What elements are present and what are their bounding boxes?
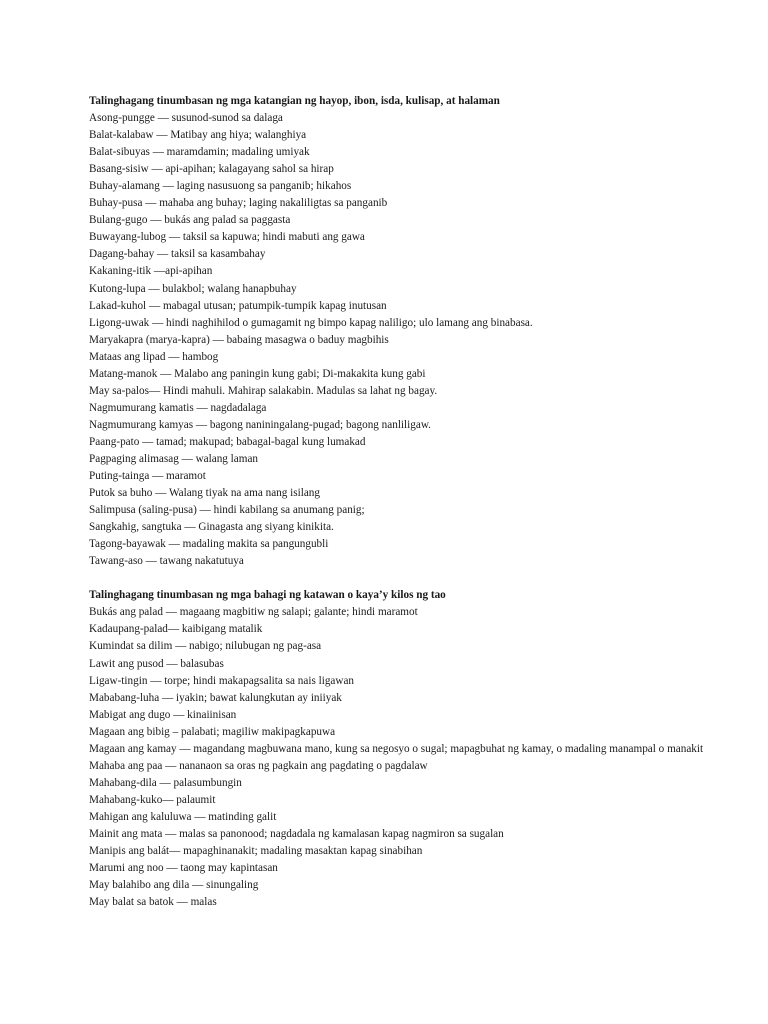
list-item: Basang-sisiw — api-apihan; kalagayang sahol sa hirap [89, 163, 334, 176]
list-item: Tawang-aso — tawang nakatutuya [89, 555, 244, 568]
list-item: Magaan ang kamay — magandang magbuwana mano, kung sa negosyo o sugal; mapagbuhat ng kamay, o madaling manampal o manakit [89, 742, 704, 755]
list-item: Mabigat ang dugo — kinaiinisan [89, 708, 237, 721]
list-item: Manipis ang balát— mapaghinanakit; madaling masaktan kapag sinabihan [89, 845, 423, 858]
section-heading: Talinghagang tinumbasan ng mga bahagi ng katawan o kaya’y kilos ng tao [89, 589, 446, 602]
list-item: Marumi ang noo — taong may kapintasan [89, 862, 278, 875]
list-item: Bulang-gugo — bukás ang palad sa paggasta [89, 214, 291, 227]
list-item: Mataas ang lipad — hambog [89, 350, 219, 363]
list-item: Mahabang-dila — palasumbungin [89, 776, 242, 789]
list-item: Buhay-alamang — laging nasusuong sa panganib; hikahos [89, 180, 352, 193]
list-item: Balat-sibuyas — maramdamin; madaling umiyak [89, 146, 310, 159]
list-item: Nagmumurang kamyas — bagong naniningalang-pugad; bagong nanliligaw. [89, 418, 431, 431]
list-item: Salimpusa (saling-pusa) — hindi kabilang sa anumang panig; [89, 504, 365, 517]
list-item: Balat-kalabaw — Matibay ang hiya; walanghiya [89, 129, 307, 142]
list-item: Asong-pungge — susunod-sunod sa dalaga [89, 112, 283, 125]
list-item: Paang-pato — tamad; makupad; babagal-bagal kung lumakad [89, 435, 366, 448]
section-body-idioms [89, 587, 749, 911]
list-item: May sa-palos— Hindi mahuli. Mahirap salakabin. Madulas sa lahat ng bagay. [89, 384, 438, 397]
document-page [89, 93, 749, 911]
list-item: Maryakapra (marya-kapra) — babaing masagwa o baduy magbihis [89, 333, 389, 346]
list-item: Ligong-uwak — hindi naghihilod o gumagamit ng bimpo kapag naliligo; ulo lamang ang binabasa. [89, 316, 533, 329]
list-item: May balat sa batok — malas [89, 896, 217, 909]
list-item: Magaan ang bibig – palabati; magiliw makipagkapuwa [89, 725, 336, 738]
list-item: Mababang-luha — iyakin; bawat kalungkutan ay iniiyak [89, 691, 342, 704]
list-item: Ligaw-tingin — torpe; hindi makapagsalita sa nais ligawan [89, 674, 355, 687]
list-item: Nagmumurang kamatis — nagdadalaga [89, 401, 267, 414]
list-item: Pagpaging alimasag — walang laman [89, 452, 259, 465]
list-item: Putok sa buho — Walang tiyak na ama nang isilang [89, 487, 320, 500]
section-heading: Talinghagang tinumbasan ng mga katangian ng hayop, ibon, isda, kulisap, at halaman [89, 95, 500, 107]
list-item: Mainit ang mata — malas sa panonood; nagdadala ng kamalasan kapag nagmiron sa sugalan [89, 827, 504, 840]
list-item: Sangkahig, sangtuka — Ginagasta ang siyang kinikita. [89, 521, 334, 534]
list-item: Kutong-lupa — bulakbol; walang hanapbuhay [89, 282, 297, 295]
list-item: Kumindat sa dilim — nabigo; nilubugan ng pag-asa [89, 640, 322, 653]
list-item: Mahaba ang paa — nananaon sa oras ng pagkain ang pagdating o pagdalaw [89, 759, 428, 772]
list-item: Buwayang-lubog — taksil sa kapuwa; hindi mabuti ang gawa [89, 231, 365, 244]
list-item: Lawit ang pusod — balasubas [89, 657, 224, 670]
list-item: May balahibo ang dila — sinungaling [89, 879, 259, 892]
list-item: Bukás ang palad — magaang magbitiw ng salapi; galante; hindi maramot [89, 606, 418, 619]
list-item: Lakad-kuhol — mabagal utusan; patumpik-tumpik kapag inutusan [89, 299, 387, 312]
list-item: Buhay-pusa — mahaba ang buhay; laging nakaliligtas sa panganib [89, 197, 388, 210]
list-item: Tagong-bayawak — madaling makita sa pangungubli [89, 538, 329, 551]
list-item: Kakaning-itik —api-apihan [89, 265, 213, 278]
list-item: Mahigan ang kaluluwa — matinding galit [89, 810, 277, 823]
list-item: Puting-tainga — maramot [89, 470, 206, 483]
section-animal-idioms [89, 93, 749, 570]
list-item: Dagang-bahay — taksil sa kasambahay [89, 248, 266, 261]
list-item: Kadaupang-palad— kaibigang matalik [89, 623, 263, 636]
list-item: Matang-manok — Malabo ang paningin kung gabi; Di-makakita kung gabi [89, 367, 426, 380]
list-item: Mahabang-kuko— palaumit [89, 793, 216, 806]
